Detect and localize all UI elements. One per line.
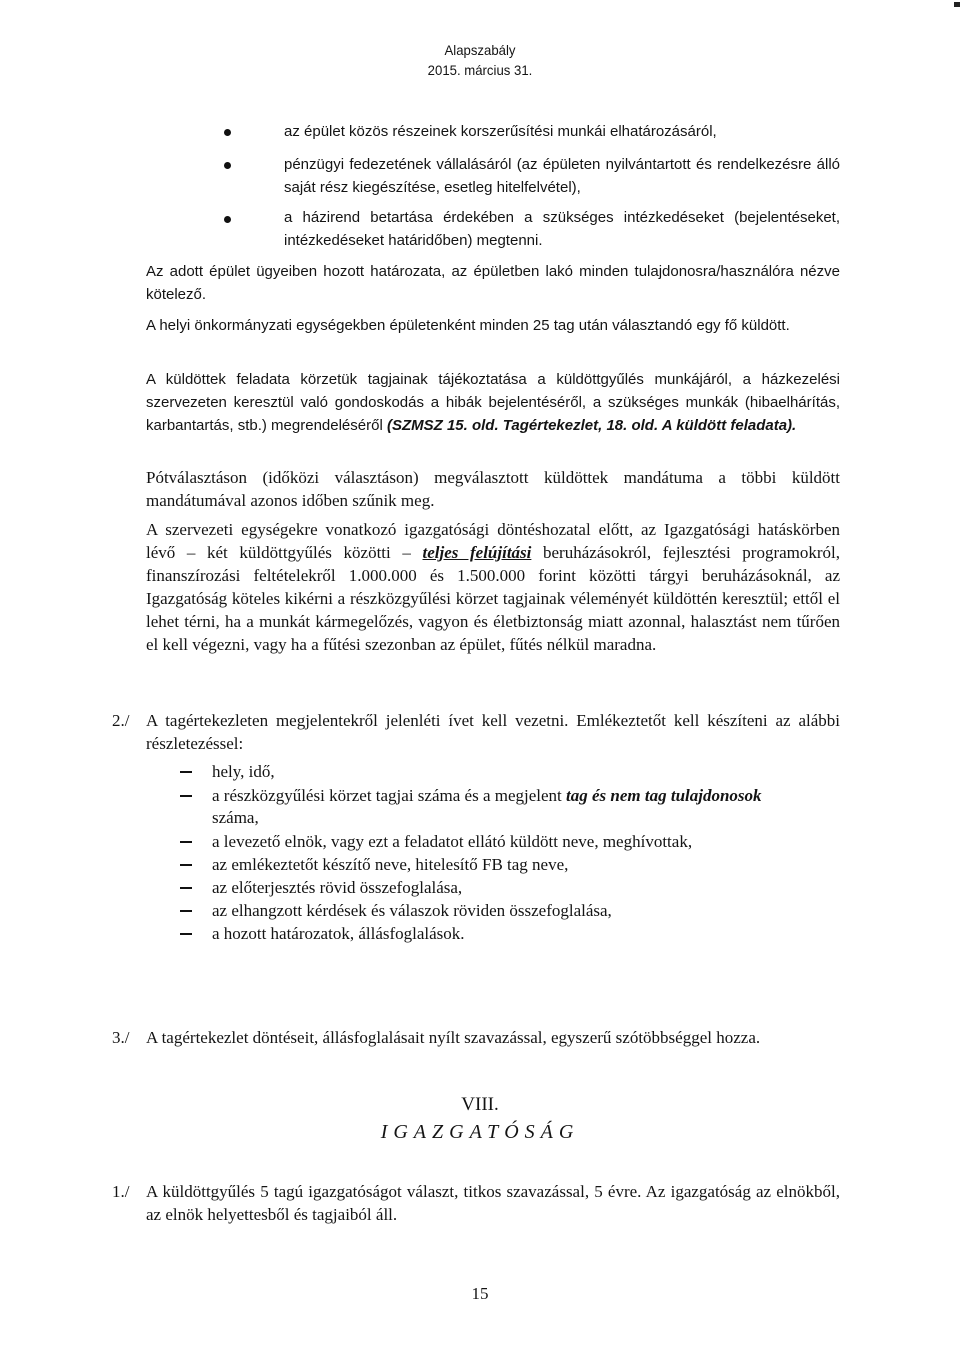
section-1-number: 1./ <box>112 1182 130 1201</box>
paragraph-4: Pótválasztáson (időközi választáson) megválasztott küldöttek mandátuma a többi küldött mandátumával azonos időben szűnik meg. <box>146 468 840 510</box>
paragraph-1: Az adott épület ügyeiben hozott határozata, az épületben lakó minden tulajdonosra/használóra nézve kötelező. <box>146 263 840 303</box>
bullet-item-1: az épület közös részeinek korszerűsítési munkái elhatározásáról, <box>284 123 717 140</box>
list-item: a hozott határozatok, állásfoglalások. <box>212 924 465 943</box>
dash-icon <box>180 910 192 912</box>
paragraph-5 <box>146 518 840 656</box>
header-date: 2015. március 31. <box>427 62 533 78</box>
scan-mark <box>954 2 960 7</box>
list-item-text: a részközgyűlési körzet tagjai száma és a megjelent <box>212 786 562 805</box>
bullet-item-3: a házirend betartása érdekében a szükséges intézkedéseket (bejelentéseket, intézkedéseket határidőben) megtenni. <box>284 209 840 249</box>
header-title: Alapszabály <box>444 42 516 58</box>
dash-icon <box>180 795 192 797</box>
paragraph-3 <box>146 368 840 437</box>
list-item: az emlékeztetőt készítő neve, hitelesítő FB tag neve, <box>212 855 569 874</box>
paragraph-5-emphasis: teljes felújítási <box>422 543 532 562</box>
paragraph-3-text: A küldöttek feladata körzetük tagjainak tájékoztatása a küldöttgyűlés munkájáról, a házkezelési szervezeten keresztül való gondoskodás a hibák bejelentéséről, a szükséges munkák (hibaelhárítás, karbantartás, stb.) megrendeléséről <box>146 371 840 434</box>
list-item: a levezető elnök, vagy ezt a feladatot ellátó küldött neve, meghívottak, <box>212 832 693 851</box>
list-item: az előterjesztés rövid összefoglalása, <box>212 878 463 897</box>
section-2-text: A tagértekezleten megjelentekről jelenléti ívet kell vezetni. Emlékeztetőt kell készíteni az alábbi részletezéssel: <box>146 711 840 753</box>
dash-icon <box>180 841 192 843</box>
bullet-icon <box>224 162 231 169</box>
list-item <box>212 784 762 807</box>
section-1-text: A küldöttgyűlés 5 tagú igazgatóságot választ, titkos szavazással, 5 évre. Az igazgatóság az elnökből, az elnök helyettesből és tagjaiból áll. <box>146 1182 840 1224</box>
paragraph-5-after: beruházásokról, fejlesztési programokról, finanszírozási feltételekről 1.000.000 és 1.500.000 forint közötti tárgyi beruházásoknál, az Igazgatóság köteles kikérni a részközgyűlési körzet tagjainak véleményét küldöttén keresztül; ettől el lehet térni, ha a munkát kármegelőzés, vagyon és életbiztonság miatt azonnal, halasztást nem tűrően el kell végezni, vagy ha a fűtési szezonban az épület, fűtés nélkül maradna. <box>146 543 841 654</box>
dash-icon <box>180 771 192 773</box>
bullet-icon <box>224 216 231 223</box>
section-2-number: 2./ <box>112 711 130 730</box>
reference-note: (SZMSZ 15. old. Tagértekezlet, 18. old. A küldött feladata). <box>386 417 797 434</box>
list-item-emphasis: tag és nem tag tulajdonosok <box>566 786 762 805</box>
chapter-number: VIII. <box>461 1094 499 1115</box>
paragraph-5-before: A szervezeti egységekre vonatkozó igazgatósági döntéshozatal előtt, az Igazgatósági hatáskörben lévő – két küldöttgyűlés közötti – <box>146 520 840 562</box>
list-item: hely, idő, <box>212 762 275 781</box>
bullet-icon <box>224 129 231 136</box>
section-3-number: 3./ <box>112 1028 130 1047</box>
paragraph-2: A helyi önkormányzati egységekben épületenként minden 25 tag után választandó egy fő küldött. <box>146 317 790 334</box>
list-item-continuation: száma, <box>212 808 259 827</box>
dash-icon <box>180 933 192 935</box>
bullet-item-2: pénzügyi fedezetének vállalásáról (az épületen nyilvántartott és rendelkezésre álló saját rész kiegészítése, esetleg hitelfelvétel), <box>284 156 840 196</box>
page-number: 15 <box>471 1284 489 1303</box>
list-item: az elhangzott kérdések és válaszok röviden összefoglalása, <box>212 901 612 920</box>
chapter-title: IGAZGATÓSÁG <box>380 1121 580 1143</box>
section-3-text: A tagértekezlet döntéseit, állásfoglalásait nyílt szavazással, egyszerű szótöbbséggel hozza. <box>146 1028 761 1047</box>
dash-icon <box>180 864 192 866</box>
dash-icon <box>180 887 192 889</box>
